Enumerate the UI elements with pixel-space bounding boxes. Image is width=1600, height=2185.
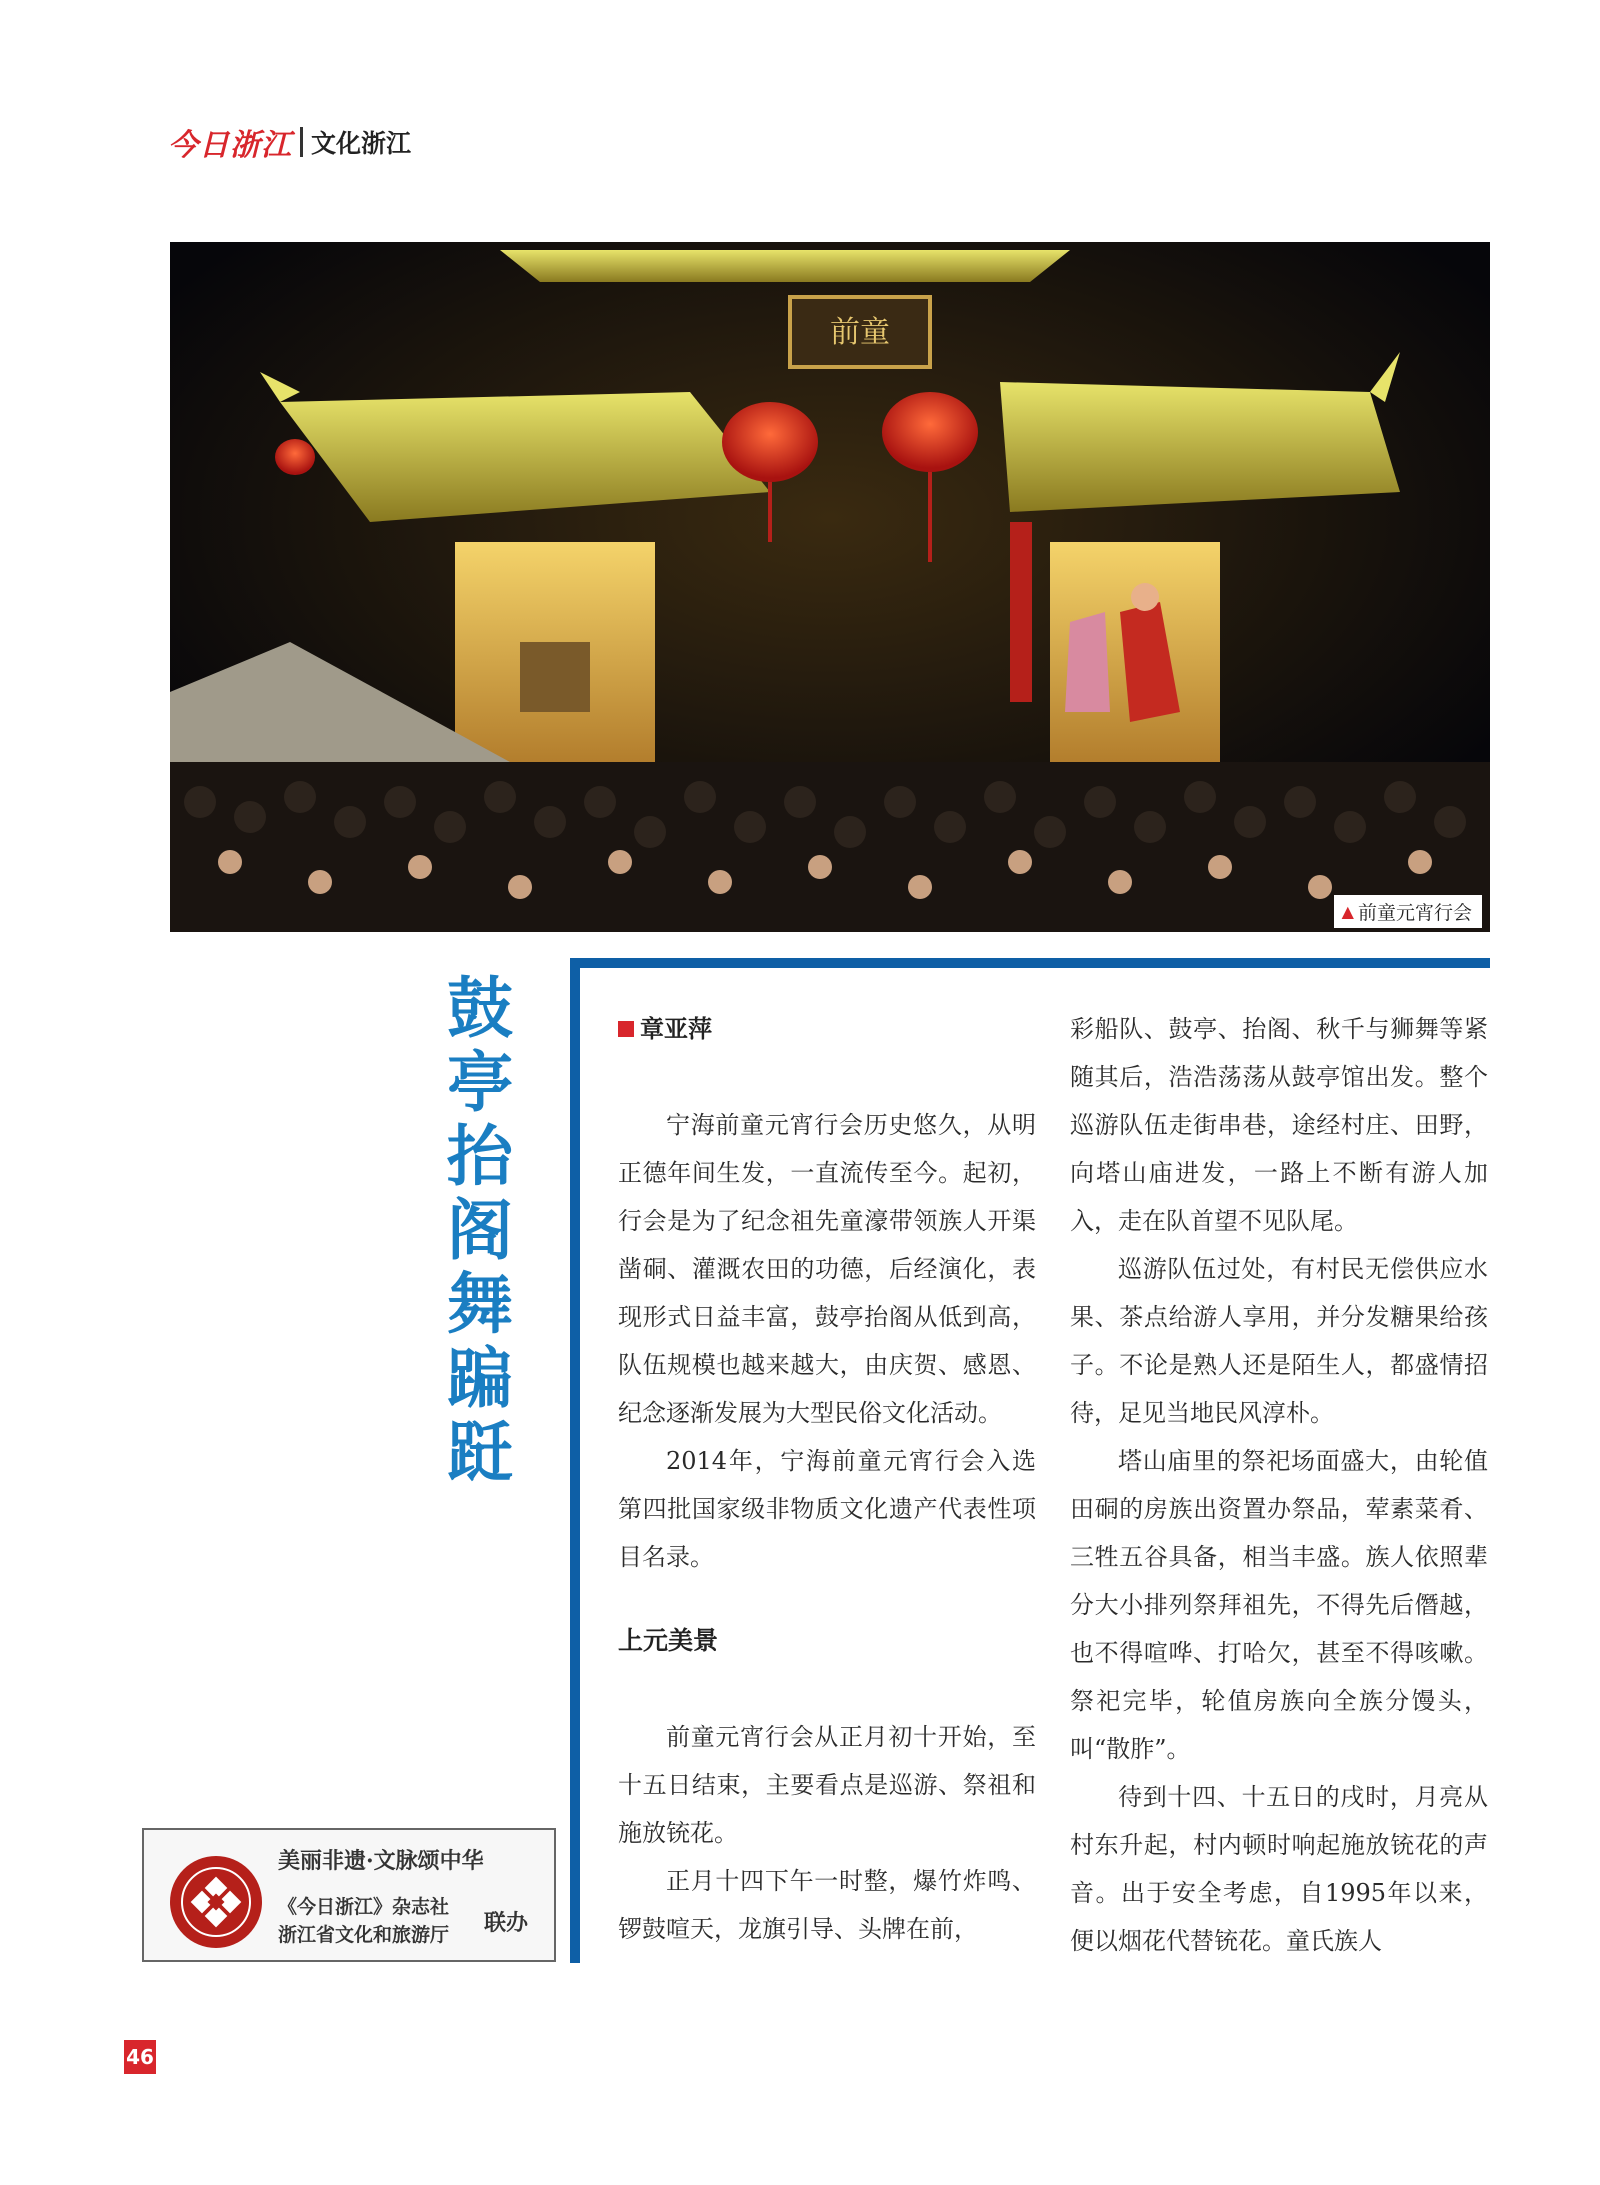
paragraph: 2014年，宁海前童元宵行会入选第四批国家级非物质文化遗产代表性项目名录。 (618, 1447, 1036, 1571)
paragraph: 前童元宵行会从正月初十开始，至十五日结束，主要看点是巡游、祭祖和施放铳花。 (618, 1723, 1036, 1847)
page-header (168, 122, 411, 162)
photo-caption-text: 前童元宵行会 (1357, 902, 1472, 924)
paragraph: 彩船队、鼓亭、抬阁、秋千与狮舞等紧随其后，浩浩荡荡从鼓亭馆出发。整个巡游队伍走街串巷，途经村庄、田野，向塔山庙进发，一路上不断有游人加入，走在队首望不见队尾。 (1070, 1015, 1488, 1235)
gate-sign-text: 前童 (830, 315, 890, 350)
paragraph: 宁海前童元宵行会历史悠久，从明正德年间生发，一直流传至今。起初，行会是为了纪念祖先童濠带领族人开渠凿硐、灌溉农田的功德，后经演化，表现形式日益丰富，鼓亭抬阁从低到高，队伍规模也越来越大，由庆贺、感恩、纪念逐渐发展为大型民俗文化活动。 (618, 1111, 1036, 1427)
author-name: 章亚萍 (640, 1015, 712, 1043)
triangle-icon: ▲ (1341, 902, 1354, 921)
article-column-2 (1070, 1005, 1488, 1965)
gate-night-scene (170, 242, 1490, 932)
square-bullet-icon (618, 1021, 634, 1037)
section-subhead: 上元美景 (618, 1626, 719, 1655)
header-divider (300, 127, 303, 157)
frame-left-rule (570, 958, 580, 1963)
title-char: 蹁 (447, 1340, 513, 1417)
paragraph: 塔山庙里的祭祀场面盛大，由轮值田硐的房族出资置办祭品，荤素菜肴、三牲五谷具备，相当丰盛。族人依照辈分大小排列祭拜祖先，不得先后僭越，也不得喧哗、打哈欠，甚至不得咳嗽。祭祀完毕，轮值房族向全族分馒头，叫“散胙”。 (1070, 1447, 1488, 1763)
paragraph: 正月十四下午一时整，爆竹炸鸣、锣鼓喧天，龙旗引导、头牌在前， (618, 1867, 1036, 1943)
frame-top-rule (570, 958, 1490, 968)
title-char: 阁 (447, 1192, 513, 1269)
title-char: 鼓 (447, 970, 513, 1047)
title-char: 亭 (447, 1044, 513, 1121)
title-char: 舞 (447, 1266, 513, 1343)
article-column-1 (618, 1005, 1036, 1953)
joint-label: 联办 (484, 1911, 529, 1936)
page-number: 46 (124, 2040, 156, 2074)
title-char: 跹 (447, 1414, 513, 1491)
heritage-slogan: 美丽非遗·文脉颂中华 (278, 1848, 484, 1874)
magazine-logo: 今日浙江 (168, 128, 292, 163)
organizer-magazine: 《今日浙江》杂志社 (278, 1896, 450, 1918)
paragraph: 待到十四、十五日的戌时，月亮从村东升起，村内顿时响起施放铳花的声音。出于安全考虑，自1995年以来，便以烟花代替铳花。童氏族人 (1070, 1783, 1488, 1955)
photo-caption (1334, 895, 1482, 928)
title-char: 抬 (447, 1118, 513, 1195)
lantern-festival-photo (170, 242, 1490, 932)
heritage-partner-box (142, 1828, 556, 1962)
organizer-department: 浙江省文化和旅游厅 (278, 1924, 450, 1946)
author-line (618, 1005, 1036, 1053)
section-name: 文化浙江 (311, 129, 412, 158)
paragraph: 巡游队伍过处，有村民无偿供应水果、茶点给游人享用，并分发糖果给孩子。不论是熟人还是陌生人，都盛情招待，足见当地民风淳朴。 (1070, 1255, 1488, 1427)
heritage-emblem-icon (168, 1854, 264, 1950)
article-title (440, 972, 520, 1490)
